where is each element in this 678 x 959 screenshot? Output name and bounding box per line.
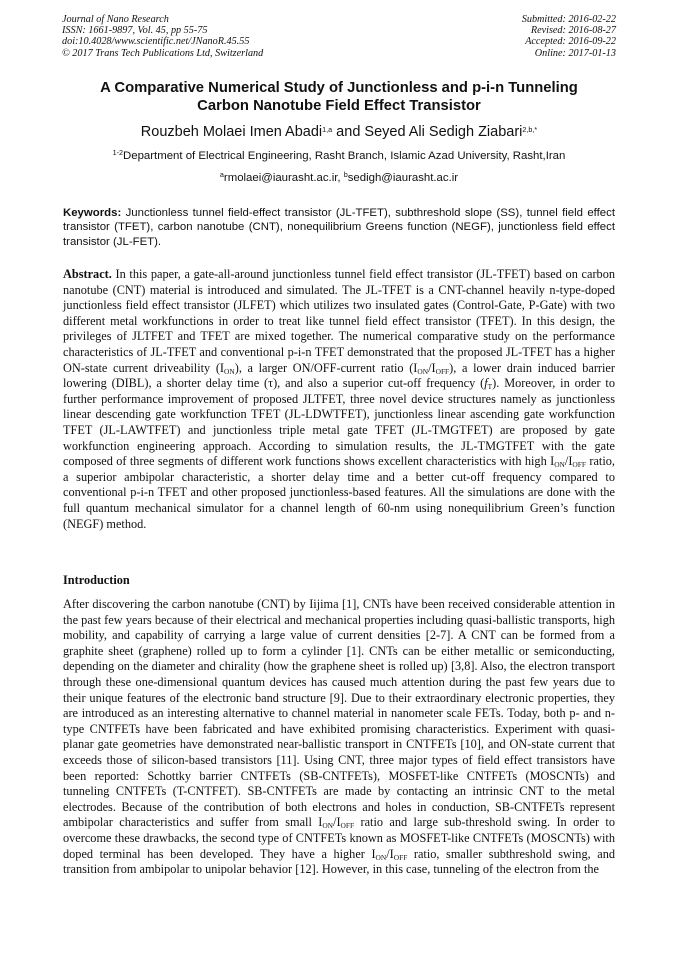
submission-dates	[522, 14, 616, 59]
paper-title	[50, 79, 628, 115]
abstract-text: ratio, a superior ambipolar characteristic, a shorter delay time and a better cut-off frequency compared to conventional p-i-n TFET and other proposed junctionless-based features. All the simulations are done with the full quantum mechanical simulator for a channel length of 60-nm using nonequilibrium Green’s function (NEGF) method.	[63, 454, 615, 531]
affiliation-marker: 1-2	[112, 148, 124, 157]
subscript: ON	[224, 366, 235, 376]
keywords-text: Junctionless tunnel field-effect transistor (JL-TFET), subthreshold slope (SS), tunnel field effect transistor (TFET), carbon nanotube (CNT), nonequilibrium Greens function (NEGF), junctionless field effect transistor (JL-FET).	[63, 207, 615, 248]
body-text: /I	[386, 846, 394, 861]
email-a[interactable]: rmolaei@iaurasht.ac.ir,	[223, 172, 344, 184]
author-2-name: Seyed Ali Sedigh Ziabari	[364, 124, 523, 140]
subscript: ON	[554, 460, 565, 470]
journal-name: Journal of Nano Research	[62, 14, 169, 25]
abstract-text: ). Moreover, in order to further performance improvement of proposed JLTFET, three novel device structures namely as junctionless linear descending gate workfunction TFET (JL-LDWTFET), junctionless linear ascending gate workfunction TFET (JL-LAWTFET) and junctionless triple metal gate TFET (JL-TMGTFET) are proposed by gate workfunction engineering approach. According to simulation results, the JL-TMGTFET with the gate composed of three segments of different work functions shows excellent characteristics with high I	[63, 376, 615, 469]
abstract-section	[63, 267, 615, 532]
author-2-marker: 2,b,*	[522, 125, 538, 134]
keywords-section	[63, 206, 615, 249]
subscript: ON	[322, 821, 334, 831]
author-list	[40, 123, 638, 141]
journal-header	[62, 14, 616, 64]
body-text: ratio and large sub-threshold swing. In order to overcome these drawbacks, the second type of CNTFETs known as MOSFET-like CNTFETs (MOSCNTs) with doped terminal has been developed. They have a higher I	[63, 815, 615, 861]
body-text: /I	[333, 815, 341, 830]
abstract-text: In this paper, a gate-all-around junctionless tunnel field effect transistor (JL-TFET) based on carbon nanotube (CNT) material is introduced and simulated. The JL-TFET is a CNT-channel heavily n-type-doped junctionless field effect transistor (JLFET) which utilizes two insulated gates (Control-Gate, P-Gate) with two different metal workfunctions in order to treat like tunnel field effect transistor (TFET). In this design, the privileges of JLTFET and TFET are mixed together. The numerical comparative study on the performance characteristics of JL-TFET and conventional p-i-n TFET demonstrated that the proposed JL-TFET has a higher ON-state current driveability (I	[63, 267, 615, 375]
date-revised: Revised: 2016-08-27	[530, 25, 616, 37]
author-joiner: and	[332, 124, 365, 140]
introduction-body	[63, 597, 615, 878]
journal-info	[62, 14, 263, 59]
subscript: OFF	[435, 366, 450, 376]
subscript: ON	[417, 366, 429, 376]
email-b-marker: b	[343, 170, 348, 179]
subscript: ON	[375, 852, 387, 862]
subscript: OFF	[393, 852, 408, 862]
abstract-text: ), a larger ON/OFF-current ratio (I	[234, 360, 418, 375]
title-line-1: A Comparative Numerical Study of Junctionless and p-i-n Tunneling	[100, 80, 578, 96]
journal-doi: doi:10.4028/www.scientific.net/JNanoR.45.55	[62, 36, 250, 48]
affiliation	[40, 149, 638, 163]
journal-copyright: © 2017 Trans Tech Publications Ltd, Switzerland	[62, 47, 264, 59]
affiliation-text: Department of Electrical Engineering, Rasht Branch, Islamic Azad University, Rasht,Iran	[123, 150, 566, 162]
math-symbol: f	[484, 376, 488, 391]
date-online: Online: 2017-01-13	[534, 47, 616, 59]
author-emails	[40, 171, 638, 185]
title-line-2: Carbon Nanotube Field Effect Transistor	[197, 98, 481, 114]
email-b[interactable]: sedigh@iaurasht.ac.ir	[347, 172, 459, 184]
section-heading-introduction: Introduction	[63, 573, 130, 587]
date-submitted: Submitted: 2016-02-22	[521, 14, 616, 25]
author-1-marker: 1,a	[322, 125, 333, 134]
subscript: OFF	[572, 460, 586, 470]
subscript: OFF	[340, 821, 355, 831]
journal-issn: ISSN: 1661-9897, Vol. 45, pp 55-75	[62, 25, 208, 37]
author-1-name: Rouzbeh Molaei Imen Abadi	[140, 124, 323, 140]
abstract-label: Abstract.	[63, 267, 112, 281]
abstract-text: /I	[564, 454, 573, 469]
date-accepted: Accepted: 2016-09-22	[525, 36, 616, 48]
email-a-marker: a	[219, 170, 224, 179]
body-text: ratio, smaller subthreshold swing, and transition from ambipolar to unipolar behavior [12]. However, in this case, tunneling of the electron from the	[63, 846, 615, 877]
subscript: T	[487, 382, 493, 392]
keywords-label: Keywords:	[63, 207, 122, 219]
body-text: After discovering the carbon nanotube (CNT) by Iijima [1], CNTs have been received considerable attention in the past few years because of their electrical and mechanical properties including quasi-ballistic transports, high mobility, and capability of carrying a large value of current densities [2-7]. A CNT can be formed from a graphite sheet (graphene) rolled up to form a cylinder [1]. CNTs can be either metallic or semiconducting, depending on the diameter and chirality (how the graphene sheet is rolled up) [3,8]. Also, the electron transport through these one-dimensional quantum devices has caused much attention during the past few years due to their unique features of the electronic band structure [9]. Due to their extraordinary electronic properties, they are introduced as an interesting alternative to channel material in nanometer scale FETs. Today, both p- and n-type CNTFETs have been fabricated and have exhibited promising characteristics. Experiment with quasi-planar gate geometries have demonstrated near-ballistic transport in CNTFETs [10], and ON-state current that exceeds those of silicon-based transistors [11]. Using CNT, three major types of field effect transistors have been reported: Schottky barrier CNTFETs (SB-CNTFETs), MOSFET-like CNTFETs (MOSCNTs) and tunneling CNTFETs (T-CNTFET). SB-CNTFETs are made by contacting an intrinsic CNT to the metal electrodes. Because of the contribution of both electrons and holes in conduction, SB-CNTFETs represent ambipolar characteristics and suffer from small I	[63, 597, 615, 830]
abstract-text: ), a lower drain induced barrier lowering (DIBL), a shorter delay time (τ), and also a superior cut-off frequency (	[63, 360, 615, 391]
abstract-text: /I	[428, 360, 436, 375]
